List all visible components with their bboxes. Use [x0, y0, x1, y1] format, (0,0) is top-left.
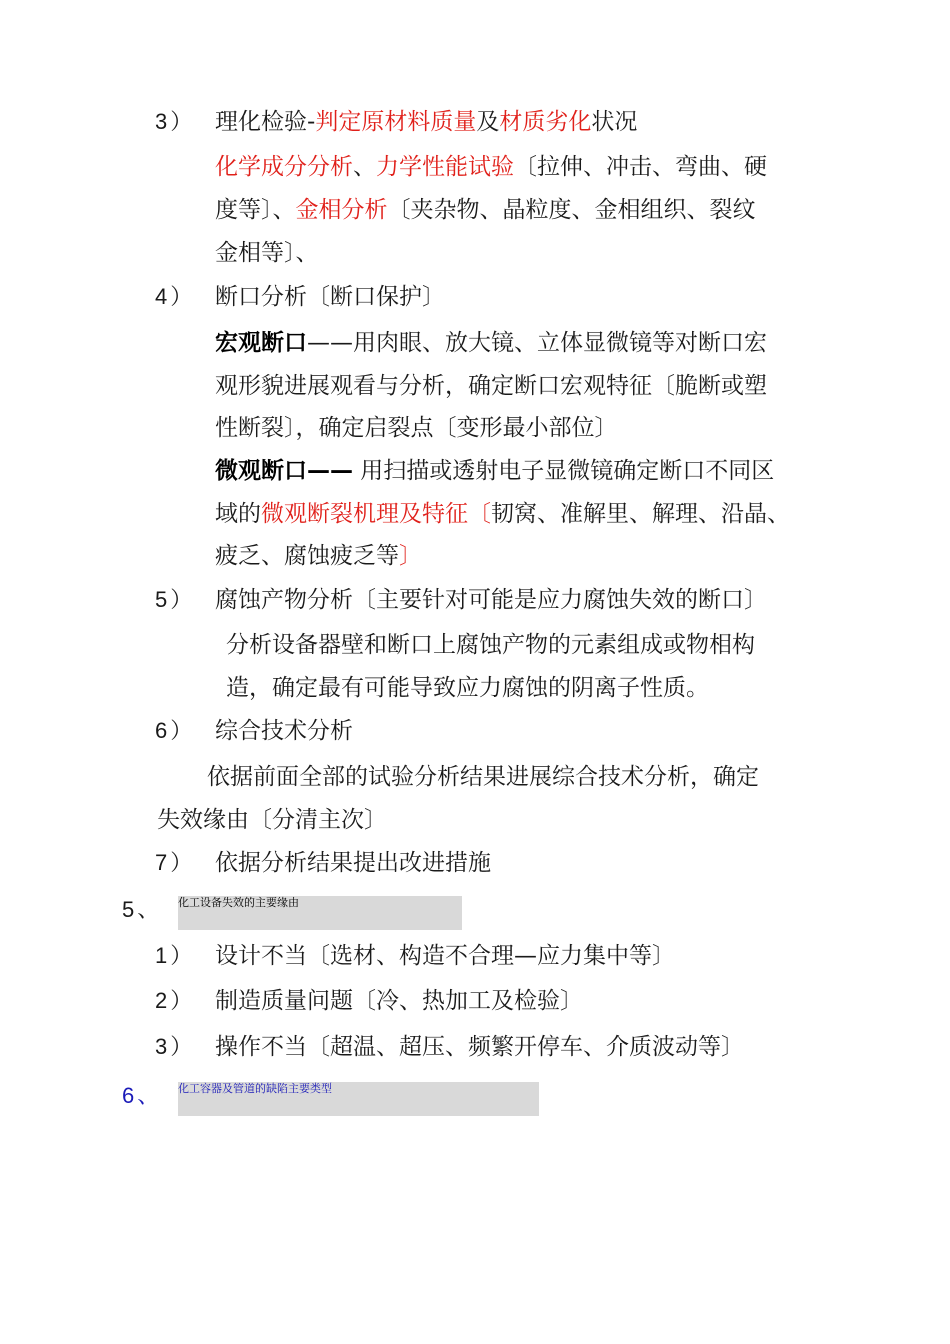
item-3-title: 理化检验-判定原材料质量及材质劣化状况	[215, 109, 638, 135]
item-3-line-2: 度等〕、金相分析〔夹杂物、晶粒度、金相组织、裂纹	[215, 197, 756, 223]
micro-fracture-line-2: 域的微观断裂机理及特征〔韧窝、准解里、解理、沿晶、	[215, 501, 790, 527]
item-6-line-1: 依据前面全部的试验分析结果进展综合技术分析，确定	[207, 764, 759, 790]
item-4-title: 断口分析〔断口保护〕	[215, 284, 445, 310]
micro-fracture-line-3: 疲乏、腐蚀疲乏等〕	[215, 543, 422, 569]
micro-fracture-line-1: 微观断口—— 用扫描或透射电子显微镜确定断口不同区	[215, 458, 775, 484]
item-5-title: 腐蚀产物分析〔主要针对可能是应力腐蚀失效的断口〕	[215, 587, 767, 613]
heading-number-6: 6、	[122, 1083, 163, 1108]
item-number-3: 3）	[155, 109, 196, 134]
item-3-line-3: 金相等〕、	[215, 240, 319, 266]
cause-number-1: 1）	[155, 943, 196, 968]
macro-fracture-line-1: 宏观断口——用肉眼、放大镜、立体显微镜等对断口宏	[215, 330, 767, 356]
item-6-title: 综合技术分析	[215, 718, 353, 744]
cause-number-3: 3）	[155, 1034, 196, 1059]
macro-fracture-line-2: 观形貌进展观看与分析，确定断口宏观特征〔脆断或塑	[215, 373, 767, 399]
heading-6-caption-box	[178, 1082, 539, 1116]
cause-number-2: 2）	[155, 988, 196, 1013]
item-number-4: 4）	[155, 284, 196, 309]
heading-5-caption-box	[178, 896, 462, 930]
cause-item-3: 操作不当〔超温、超压、频繁开停车、介质波动等〕	[215, 1034, 744, 1060]
item-number-5: 5）	[155, 587, 196, 612]
item-5-line-1: 分析设备器壁和断口上腐蚀产物的元素组成或物相构	[226, 632, 755, 658]
macro-fracture-line-3: 性断裂〕，确定启裂点〔变形最小部位〕	[215, 415, 618, 441]
item-7-title: 依据分析结果提出改进措施	[215, 850, 491, 876]
item-6-line-2: 失效缘由〔分清主次〕	[157, 807, 387, 833]
item-5-line-2: 造，确定最有可能导致应力腐蚀的阴离子性质。	[226, 675, 709, 701]
heading-6-caption: 化工容器及管道的缺陷主要类型	[178, 1082, 332, 1095]
item-number-6: 6）	[155, 718, 196, 743]
item-number-7: 7）	[155, 850, 196, 875]
item-3-line-1: 化学成分分析、力学性能试验〔拉伸、冲击、弯曲、硬	[215, 154, 767, 180]
cause-item-1: 设计不当〔选材、构造不合理—应力集中等〕	[215, 943, 675, 969]
heading-5-caption: 化工设备失效的主要缘由	[178, 896, 299, 909]
cause-item-2: 制造质量问题〔冷、热加工及检验〕	[215, 988, 583, 1014]
heading-number-5: 5、	[122, 897, 163, 922]
